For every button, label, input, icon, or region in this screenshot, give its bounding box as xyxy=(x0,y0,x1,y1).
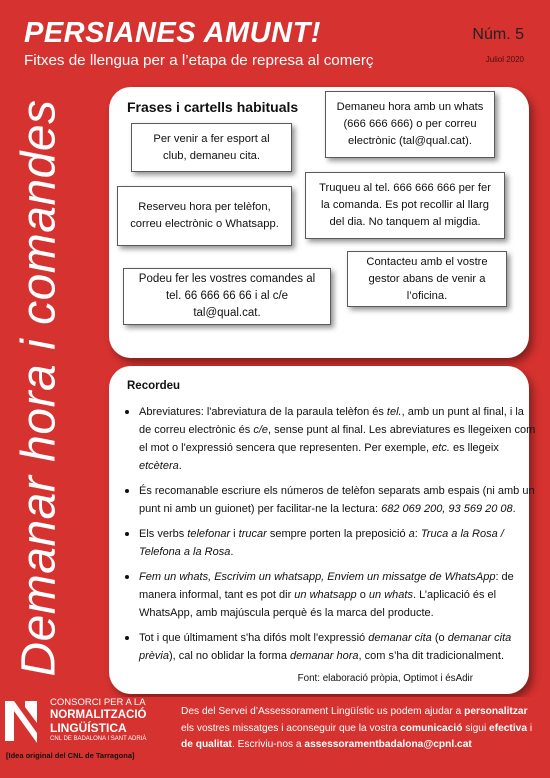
sign-box-4: Truqueu al tel. 666 666 666 per fer la comanda. Es pot recollir al llarg del dia. No tanquem al migdia. xyxy=(305,172,505,239)
text: . xyxy=(178,460,182,472)
text: trucar xyxy=(238,528,267,540)
text: (o xyxy=(431,632,448,644)
org-line-3: LINGÜÍSTICA xyxy=(50,721,127,735)
text: un whatsapp xyxy=(294,589,357,601)
email-link[interactable]: assessoramentbadalona@cpnl.cat xyxy=(304,739,472,750)
cpnl-logo-icon xyxy=(3,697,47,747)
issue-date: Juliol 2020 xyxy=(485,55,524,64)
text: i xyxy=(230,528,239,540)
list-item-demanar-hora xyxy=(139,628,537,665)
text: . Escriviu-nos a xyxy=(231,739,305,750)
text: sempre porten la preposició xyxy=(266,528,409,540)
footer xyxy=(0,697,550,778)
sign-box-6: Contacteu amb el vostre gestor abans de venir a l’oficina. xyxy=(347,251,507,307)
text: 682 069 200, 93 569 20 08 xyxy=(381,503,513,515)
text: demanar cita prèvia xyxy=(139,632,512,662)
page-subtitle: Fitxes de llengua per a l’etapa de represa al comerç xyxy=(24,52,374,69)
list-item-verbs xyxy=(139,524,537,561)
sign-box-1: Per venir a fer esport al club, demaneu cita. xyxy=(131,123,292,172)
list-item-phone-numbers xyxy=(139,481,537,518)
org-line-1: CONSORCI PER A LA xyxy=(50,697,146,708)
text: sigui xyxy=(462,722,490,734)
sign-box-3: Reserveu hora per telèfon, correu electrònic o Whatsapp. xyxy=(117,186,292,246)
text: . L’aplicació és el WhatsApp, amb majúscula perquè és la marca del producte. xyxy=(139,589,497,619)
text: i xyxy=(527,722,533,734)
list-item-whatsapp xyxy=(139,567,537,622)
source-note: Font: elaboració pròpia, Optimot i ésAdir xyxy=(297,673,473,684)
text: un whats xyxy=(368,589,413,601)
text: tel. xyxy=(386,406,402,418)
text: És recomanable escriure els números de telèfon separats amb espais (ni amb un punt ni amb un guionet) per facilitar-ne la lectura: xyxy=(139,485,535,515)
org-line-4: CNL DE BADALONA I SANT ADRIÀ xyxy=(50,736,147,742)
service-note xyxy=(181,704,533,754)
text: Tot i que últimament s'ha difós molt l'expressió xyxy=(139,632,369,644)
text: demanar cita xyxy=(368,632,432,644)
text: els vostres missatges i aconseguir que la vostra xyxy=(181,722,401,734)
text: Truca a la Rosa / Telefona a la Rosa xyxy=(139,528,504,558)
page-title: PERSIANES AMUNT! xyxy=(24,17,321,49)
org-line-2: NORMALITZACIÓ xyxy=(50,709,147,721)
text: , sense punt al final. Les abreviatures es llegeixen com el mot o l'expressió sencera que representen. Per exemple, xyxy=(139,424,536,454)
idea-credit: [Idea original del CNL de Tarragona] xyxy=(6,751,135,760)
text: Fem un whats, Escrivim un whatsapp, Enviem un missatge de WhatsApp xyxy=(139,571,496,583)
recordeu-list xyxy=(119,402,537,671)
text: personalitzar xyxy=(464,706,528,717)
phrases-heading: Frases i cartells habituals xyxy=(127,99,299,115)
text: es llegeix xyxy=(449,442,499,454)
text: telefonar xyxy=(187,528,231,540)
recordeu-panel xyxy=(109,366,536,694)
text: etcètera xyxy=(139,460,179,472)
text: o xyxy=(356,589,369,601)
text: . xyxy=(512,503,516,515)
text: , com s’ha dit tradicionalment. xyxy=(358,650,505,662)
vertical-title: Demanar hora i comandes xyxy=(12,99,66,677)
issue-number: Núm. 5 xyxy=(472,26,524,43)
text: . xyxy=(230,546,234,558)
list-item-abbreviations xyxy=(139,402,537,475)
text: Abreviatures: l'abreviatura de la paraula telèfon és xyxy=(139,406,387,418)
text: efectiva xyxy=(489,722,527,734)
text: demanar hora xyxy=(290,650,359,662)
text: Els verbs xyxy=(139,528,188,540)
text: comunicació xyxy=(400,722,463,734)
text: etc. xyxy=(432,442,450,454)
text: a xyxy=(408,528,415,540)
organization-name xyxy=(50,697,146,742)
sign-box-5: Podeu fer les vostres comandes al tel. 66 666 66 66 i al c/e tal@qual.cat. xyxy=(123,268,331,325)
sign-box-2: Demaneu hora amb un whats (666 666 666) o per correu electrònic (tal@qual.cat). xyxy=(325,91,495,158)
text: Des del Servei d’Assessorament Lingüístic us podem ajudar a xyxy=(181,706,465,717)
text: ), cal no oblidar la forma xyxy=(168,650,291,662)
text: de qualitat xyxy=(181,739,232,750)
text: , amb un punt al final, i la de correu electrònic és xyxy=(139,406,524,436)
phrases-panel xyxy=(109,87,529,358)
text: : xyxy=(414,528,421,540)
text: : de manera informal, tant es pot dir xyxy=(139,571,514,601)
recordeu-heading: Recordeu xyxy=(127,380,181,392)
text: c/e xyxy=(253,424,269,436)
